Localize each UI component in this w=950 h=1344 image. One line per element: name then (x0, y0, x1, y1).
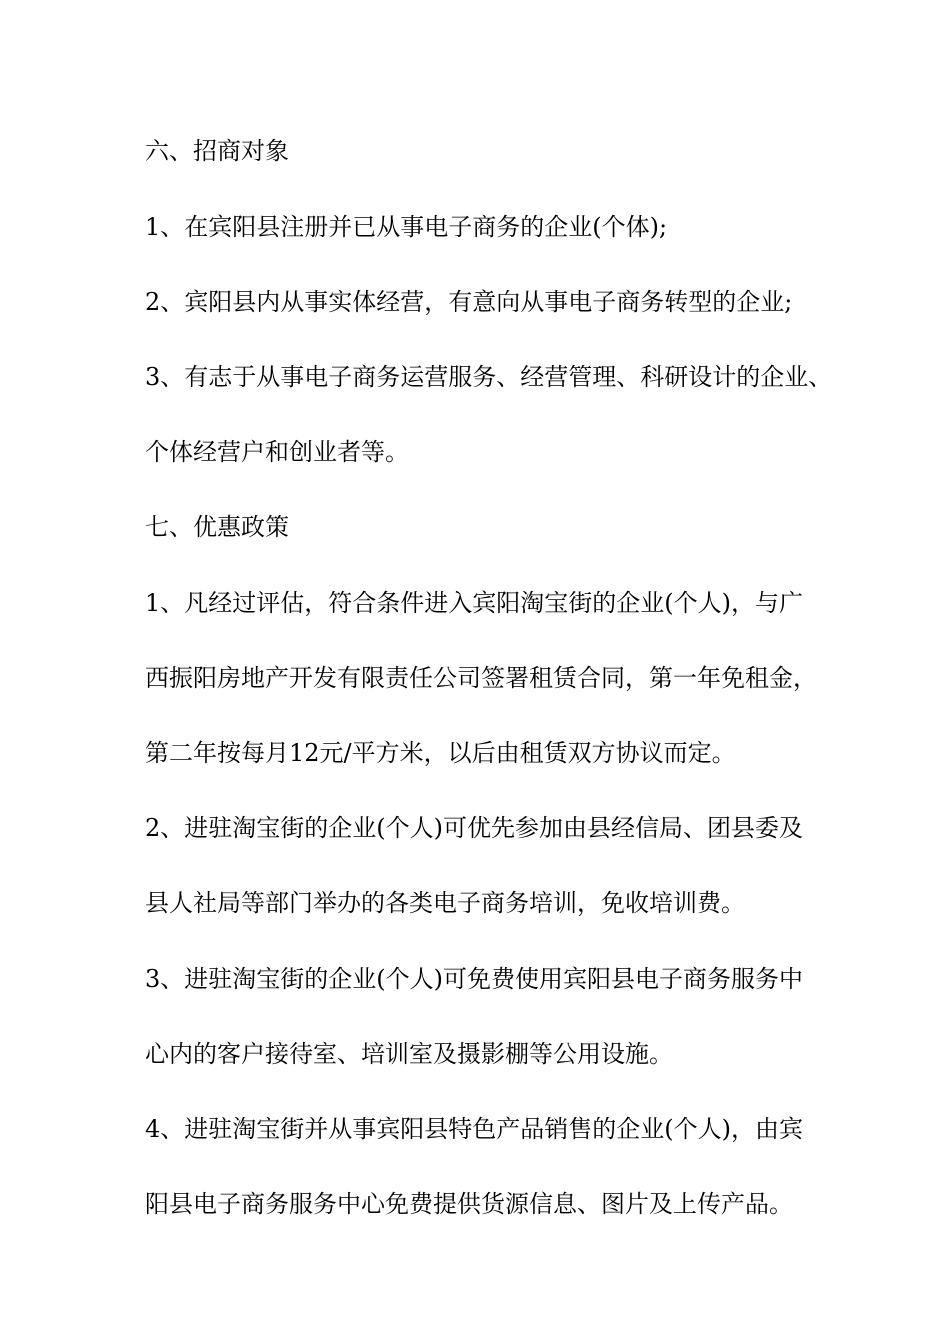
text-line: 1、凡经过评估，符合条件进入宾阳淘宝街的企业(个人)，与广 (145, 589, 803, 617)
text-line: 县人社局等部门举办的各类电子商务培训，免收培训费。 (145, 889, 745, 917)
section-heading-investment-targets: 六、招商对象 (145, 137, 289, 165)
text-line: 4、进驻淘宝街并从事宾阳县特色产品销售的企业(个人)，由宾 (145, 1115, 803, 1143)
text-line: 3、有志于从事电子商务运营服务、经营管理、科研设计的企业、 (145, 363, 833, 391)
text-line: 2、宾阳县内从事实体经营，有意向从事电子商务转型的企业; (145, 288, 793, 316)
text-line: 阳县电子商务服务中心免费提供货源信息、图片及上传产品。 (145, 1190, 793, 1218)
text-line: 1、在宾阳县注册并已从事电子商务的企业(个体); (145, 213, 668, 241)
text-line: 3、进驻淘宝街的企业(个人)可免费使用宾阳县电子商务服务中 (145, 965, 803, 993)
text-line: 第二年按每月12元/平方米，以后由租赁双方协议而定。 (145, 739, 736, 767)
text-line: 个体经营户和创业者等。 (145, 438, 409, 466)
section-heading-preferential-policies: 七、优惠政策 (145, 513, 289, 541)
text-line: 心内的客户接待室、培训室及摄影棚等公用设施。 (145, 1040, 673, 1068)
text-line: 西振阳房地产开发有限责任公司签署租赁合同，第一年免租金， (145, 664, 817, 692)
text-line: 2、进驻淘宝街的企业(个人)可优先参加由县经信局、团县委及 (145, 814, 803, 842)
